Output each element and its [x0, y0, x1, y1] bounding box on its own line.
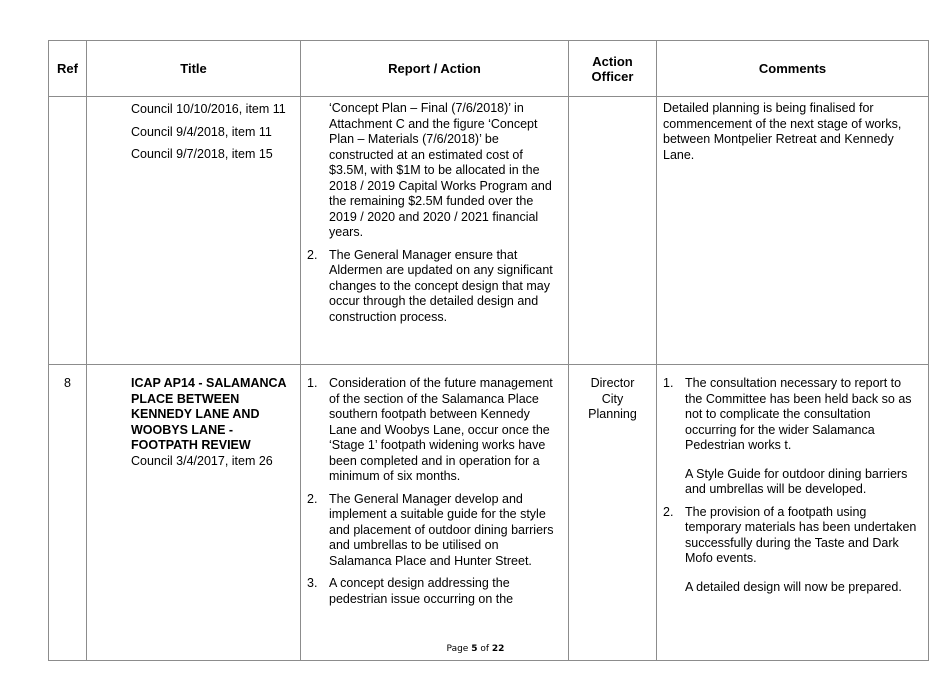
row2-title-sub: Council 3/4/2017, item 26 [131, 453, 273, 468]
item-number: 1. [307, 376, 318, 390]
row1-action-continuation: ‘Concept Plan – Final (7/6/2018)’ in Attachment C and the figure ‘Concept Plan – Materials (7/6/2018)’ be constructed at an estimated cost of $3.5M, with $1M to be allocated in the 2018 / 2019 Capital Works Program and the remaining $2.5M funded over the 2019 / 2020 and 2020 / 2021 financial years. [329, 101, 552, 239]
row2-action [301, 365, 569, 661]
comment-paragraph: A Style Guide for outdoor dining barriers and umbrellas will be developed. [685, 466, 908, 496]
header-title: Title [87, 41, 301, 97]
action-table [48, 40, 929, 661]
header-ref: Ref [49, 41, 87, 97]
page-of: of [480, 644, 490, 654]
item-text: The General Manager ensure that Aldermen are updated on any significant changes to the concept design that may occur through the detailed design and construction process. [329, 247, 553, 324]
item-number: 1. [663, 376, 674, 390]
comment-paragraph: A detailed design will now be prepared. [685, 579, 902, 594]
item-number: 2. [307, 491, 318, 506]
row2-action-item [307, 576, 560, 607]
row1-ref [49, 97, 87, 365]
row2-ref: 8 [49, 365, 87, 661]
row2-comment-item [663, 505, 920, 596]
page-total: 22 [491, 644, 505, 654]
header-action: Report / Action [301, 41, 569, 97]
item-text: The General Manager develop and implement a suitable guide for the style and placement of outdoor dining barriers and umbrellas to be utilised on Salamanca Place and Hunter Street. [329, 491, 554, 568]
row1-title-line: Council 9/7/2018, item 15 [131, 147, 273, 161]
item-text: A concept design addressing the pedestrian issue occurring on the [329, 576, 514, 606]
row2-officer-line3: Planning [588, 407, 637, 421]
table-header-row [49, 41, 929, 97]
row1-action-item [307, 248, 560, 326]
row2-action-item [307, 492, 560, 570]
page-current: 5 [471, 644, 478, 654]
row2-action-item [307, 376, 560, 485]
row1-title-line: Council 10/10/2016, item 11 [131, 102, 286, 116]
row2-officer-line1: Director [590, 376, 635, 390]
header-officer-line2: Officer [591, 68, 634, 84]
item-number: 2. [307, 247, 318, 262]
page-label: Page [446, 644, 469, 654]
table-row [49, 365, 929, 661]
table-row [49, 97, 929, 365]
header-officer-line1: Action [592, 53, 633, 69]
header-comments: Comments [657, 41, 929, 97]
header-officer [569, 41, 657, 97]
comment-paragraph: The consultation necessary to report to the Committee has been held back so as not to complicate the consultation occurring for the wider Salamanca Pedestrian works t. [685, 376, 912, 452]
row2-officer-line2: City [601, 391, 624, 406]
item-number: 2. [663, 504, 674, 519]
row1-comments: Detailed planning is being finalised for commencement of the next stage of works, between Montpelier Retreat and Kennedy Lane. [657, 97, 929, 365]
row2-comment-item [663, 376, 920, 498]
row2-comments [657, 365, 929, 661]
comment-paragraph: The provision of a footpath using temporary materials has been undertaken successfully during the Taste and Dark Mofo events. [685, 504, 917, 565]
row1-officer [569, 97, 657, 365]
row1-title [87, 97, 301, 365]
item-text: Consideration of the future management of the section of the Salamanca Place southern footpath between Kennedy Lane and Woobys Lane, occur once the ‘Stage 1’ footpath widening works have been completed and in operation for a minimum of six months. [329, 376, 553, 483]
row2-officer [569, 365, 657, 661]
row1-action [301, 97, 569, 365]
page-footer [0, 644, 951, 654]
row2-title-heading: ICAP AP14 - SALAMANCA PLACE BETWEEN KENNEDY LANE AND WOOBYS LANE - FOOTPATH REVIEW [131, 376, 287, 452]
item-number: 3. [307, 576, 318, 590]
row2-title [87, 365, 301, 661]
row1-title-line: Council 9/4/2018, item 11 [131, 124, 272, 139]
